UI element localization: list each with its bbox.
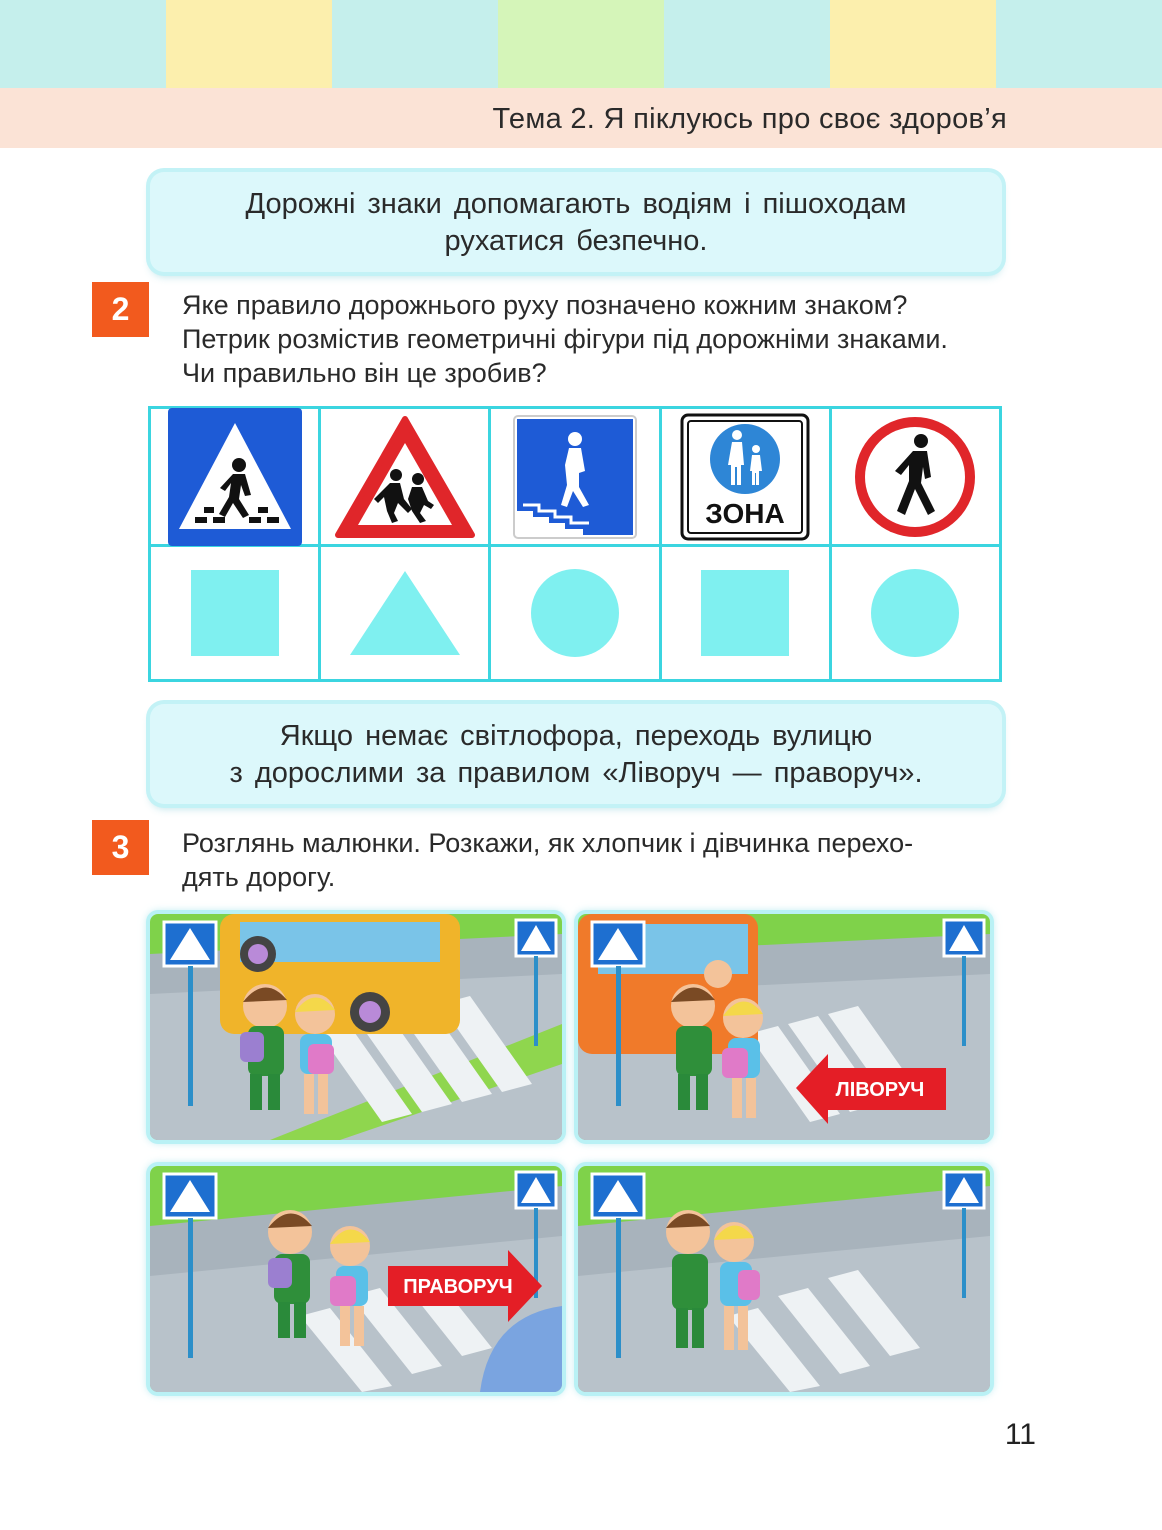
top-color-strip xyxy=(0,0,1162,88)
strip-segment xyxy=(498,0,664,88)
shape-cell xyxy=(318,547,488,679)
strip-segment xyxy=(332,0,498,88)
sign-text: ЗОНА xyxy=(705,497,785,529)
no-pedestrians-sign-icon xyxy=(851,413,979,541)
rule-line: Якщо немає світлофора, переходь вулицю xyxy=(279,720,873,752)
strip-segment xyxy=(664,0,830,88)
task-number-badge: 3 xyxy=(92,820,149,875)
rule-box-road-signs xyxy=(150,172,1002,272)
crossing-look-left-illustration xyxy=(578,914,990,1140)
crossing-bus-illustration xyxy=(150,914,562,1140)
sign-cell xyxy=(659,409,829,544)
arrow-label: ПРАВОРУЧ xyxy=(403,1276,513,1298)
page-title: Тема 2. Я піклуюсь про своє здоров’я xyxy=(492,103,1007,135)
sign-cell xyxy=(829,409,999,544)
task-line: Петрик розмістив геометричні фігури під дорожніми знаками. xyxy=(182,324,948,354)
arrow-label: ЛІВОРУЧ xyxy=(835,1079,925,1101)
task-line: Чи правильно він це зробив? xyxy=(182,358,547,388)
task-line: дять дорогу. xyxy=(182,862,336,892)
pedestrian-crossing-sign-icon xyxy=(167,407,303,547)
circle-shape xyxy=(871,569,959,657)
shapes-row xyxy=(151,544,999,679)
circle-shape xyxy=(531,569,619,657)
task-line: Розглянь малюнки. Розкажи, як хлопчик і дівчинка перехо- xyxy=(182,828,914,858)
sign-cell xyxy=(151,409,318,544)
strip-segment xyxy=(830,0,996,88)
rule-line: рухатися безпечно. xyxy=(444,225,708,257)
shape-cell xyxy=(829,547,999,679)
task-text xyxy=(182,826,1004,894)
strip-segment xyxy=(0,0,166,88)
triangle-shape xyxy=(350,571,460,655)
crossing-illustrations xyxy=(150,914,992,1392)
pedestrian-zone-sign-icon xyxy=(680,413,810,541)
task-text xyxy=(182,288,1004,390)
page-number: 11 xyxy=(1004,1418,1036,1451)
rule-line: з дорослими за правилом «Ліворуч — праворуч». xyxy=(229,757,923,789)
crossing-look-right-illustration xyxy=(150,1166,562,1392)
shape-cell xyxy=(488,547,658,679)
children-warning-sign-icon xyxy=(332,413,478,541)
sign-cell xyxy=(318,409,488,544)
rule-line: Дорожні знаки допомагають водіям і пішоходам xyxy=(245,188,907,220)
crossing-walk-illustration xyxy=(578,1166,990,1392)
shape-cell xyxy=(151,547,318,679)
strip-segment xyxy=(166,0,332,88)
task-line: Яке правило дорожнього руху позначено кожним знаком? xyxy=(182,290,908,320)
square-shape xyxy=(701,570,789,656)
sign-cell xyxy=(488,409,658,544)
signs-table xyxy=(148,406,1002,682)
underground-crossing-sign-icon xyxy=(513,415,637,539)
strip-segment xyxy=(996,0,1162,88)
rule-box-crossing xyxy=(150,704,1002,804)
shape-cell xyxy=(659,547,829,679)
signs-row xyxy=(151,409,999,544)
square-shape xyxy=(191,570,279,656)
task-number-badge: 2 xyxy=(92,282,149,337)
